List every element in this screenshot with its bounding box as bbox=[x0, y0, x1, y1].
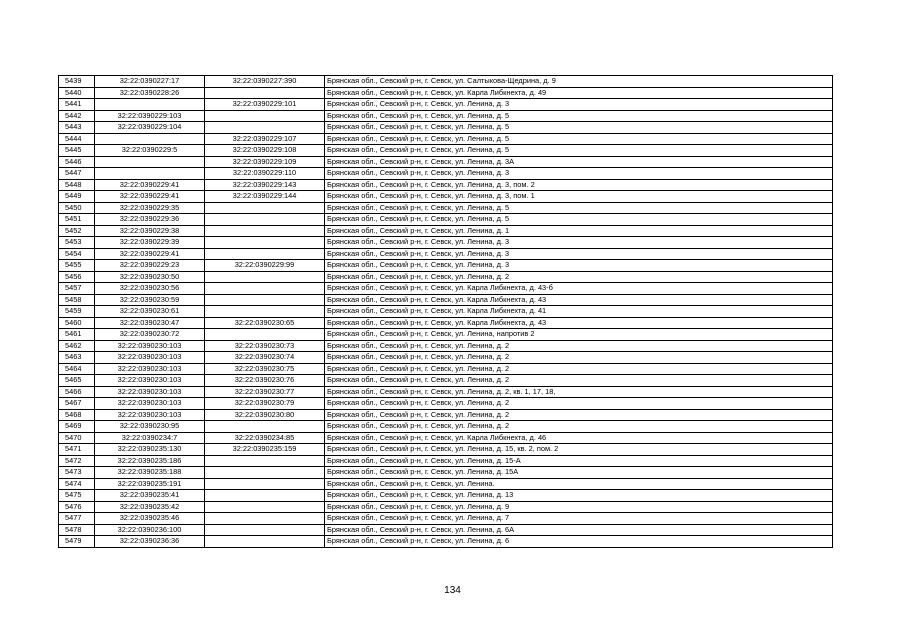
table-row bbox=[59, 444, 833, 456]
cadastral-number-2-cell bbox=[205, 87, 325, 99]
row-number-cell: 5479 bbox=[59, 536, 95, 548]
table-row bbox=[59, 432, 833, 444]
cadastral-number-2-cell bbox=[205, 490, 325, 502]
row-number-cell: 5451 bbox=[59, 214, 95, 226]
table-row bbox=[59, 248, 833, 260]
cadastral-number-2-cell: 32:22:0390229:108 bbox=[205, 145, 325, 157]
table-row bbox=[59, 191, 833, 203]
row-number-cell: 5471 bbox=[59, 444, 95, 456]
row-number-cell: 5470 bbox=[59, 432, 95, 444]
address-cell: Брянская обл., Севский р-н, г. Севск, ул. Ленина, напротив 2 bbox=[325, 329, 833, 341]
table-row bbox=[59, 478, 833, 490]
cadastral-number-cell: 32:22:0390235:46 bbox=[95, 513, 205, 525]
cadastral-number-2-cell: 32:22:0390229:99 bbox=[205, 260, 325, 272]
table-row bbox=[59, 363, 833, 375]
address-cell: Брянская обл., Севский р-н, г. Севск, ул. Ленина, д. 2 bbox=[325, 363, 833, 375]
cadastral-number-2-cell bbox=[205, 524, 325, 536]
table-row bbox=[59, 524, 833, 536]
row-number-cell: 5467 bbox=[59, 398, 95, 410]
cadastral-number-2-cell: 32:22:0390230:75 bbox=[205, 363, 325, 375]
row-number-cell: 5443 bbox=[59, 122, 95, 134]
cadastral-number-2-cell: 32:22:0390227:390 bbox=[205, 76, 325, 88]
address-cell: Брянская обл., Севский р-н, г. Севск, ул. Ленина, д. 3, пом. 2 bbox=[325, 179, 833, 191]
table-row bbox=[59, 99, 833, 111]
cadastral-number-cell: 32:22:0390227:17 bbox=[95, 76, 205, 88]
table-row bbox=[59, 317, 833, 329]
row-number-cell: 5456 bbox=[59, 271, 95, 283]
table-row bbox=[59, 179, 833, 191]
property-table bbox=[58, 75, 833, 548]
cadastral-number-cell: 32:22:0390235:130 bbox=[95, 444, 205, 456]
address-cell: Брянская обл., Севский р-н, г. Севск, ул. Ленина, д. 5 bbox=[325, 122, 833, 134]
table-row bbox=[59, 260, 833, 272]
cadastral-number-cell: 32:22:0390230:50 bbox=[95, 271, 205, 283]
address-cell: Брянская обл., Севский р-н, г. Севск, ул. Ленина, д. 13 bbox=[325, 490, 833, 502]
table-row bbox=[59, 386, 833, 398]
row-number-cell: 5441 bbox=[59, 99, 95, 111]
cadastral-number-cell: 32:22:0390230:103 bbox=[95, 363, 205, 375]
address-cell: Брянская обл., Севский р-н, г. Севск, ул. Ленина, д. 6А bbox=[325, 524, 833, 536]
table-row bbox=[59, 122, 833, 134]
address-cell: Брянская обл., Севский р-н, г. Севск, ул. Ленина, д. 5 bbox=[325, 214, 833, 226]
cadastral-number-cell bbox=[95, 99, 205, 111]
address-cell: Брянская обл., Севский р-н, г. Севск, ул. Ленина, д. 5 bbox=[325, 145, 833, 157]
cadastral-number-cell: 32:22:0390230:103 bbox=[95, 409, 205, 421]
address-cell: Брянская обл., Севский р-н, г. Севск, ул. Ленина, д. 5 bbox=[325, 202, 833, 214]
address-cell: Брянская обл., Севский р-н, г. Севск, ул. Ленина, д. 2 bbox=[325, 421, 833, 433]
row-number-cell: 5452 bbox=[59, 225, 95, 237]
table-row bbox=[59, 168, 833, 180]
cadastral-number-2-cell: 32:22:0390230:79 bbox=[205, 398, 325, 410]
address-cell: Брянская обл., Севский р-н, г. Севск, ул. Ленина, д. 5 bbox=[325, 110, 833, 122]
cadastral-number-2-cell: 32:22:0390230:74 bbox=[205, 352, 325, 364]
cadastral-number-cell: 32:22:0390229:35 bbox=[95, 202, 205, 214]
row-number-cell: 5448 bbox=[59, 179, 95, 191]
cadastral-number-2-cell bbox=[205, 455, 325, 467]
cadastral-number-cell: 32:22:0390229:104 bbox=[95, 122, 205, 134]
row-number-cell: 5465 bbox=[59, 375, 95, 387]
table-body bbox=[59, 76, 833, 548]
cadastral-number-cell: 32:22:0390230:103 bbox=[95, 398, 205, 410]
cadastral-number-cell: 32:22:0390228:26 bbox=[95, 87, 205, 99]
cadastral-number-cell: 32:22:0390229:103 bbox=[95, 110, 205, 122]
row-number-cell: 5453 bbox=[59, 237, 95, 249]
cadastral-number-2-cell bbox=[205, 214, 325, 226]
table-row bbox=[59, 490, 833, 502]
address-cell: Брянская обл., Севский р-н, г. Севск, ул. Ленина, д. 2 bbox=[325, 340, 833, 352]
address-cell: Брянская обл., Севский р-н, г. Севск, ул. Ленина, д. 5 bbox=[325, 133, 833, 145]
cadastral-number-cell: 32:22:0390230:61 bbox=[95, 306, 205, 318]
cadastral-number-2-cell bbox=[205, 536, 325, 548]
row-number-cell: 5457 bbox=[59, 283, 95, 295]
address-cell: Брянская обл., Севский р-н, г. Севск, ул. Ленина, д. 2 bbox=[325, 398, 833, 410]
cadastral-number-cell bbox=[95, 133, 205, 145]
table-row bbox=[59, 294, 833, 306]
address-cell: Брянская обл., Севский р-н, г. Севск, ул. Ленина, д. 3 bbox=[325, 237, 833, 249]
cadastral-number-cell: 32:22:0390236:100 bbox=[95, 524, 205, 536]
cadastral-number-2-cell: 32:22:0390230:77 bbox=[205, 386, 325, 398]
row-number-cell: 5464 bbox=[59, 363, 95, 375]
address-cell: Брянская обл., Севский р-н, г. Севск, ул. Карла Либкнехта, д. 46 bbox=[325, 432, 833, 444]
cadastral-number-cell bbox=[95, 168, 205, 180]
cadastral-number-2-cell: 32:22:0390229:101 bbox=[205, 99, 325, 111]
cadastral-number-2-cell bbox=[205, 501, 325, 513]
address-cell: Брянская обл., Севский р-н, г. Севск, ул. Ленина, д. 2 bbox=[325, 375, 833, 387]
row-number-cell: 5450 bbox=[59, 202, 95, 214]
cadastral-number-2-cell bbox=[205, 283, 325, 295]
cadastral-number-cell: 32:22:0390229:41 bbox=[95, 179, 205, 191]
address-cell: Брянская обл., Севский р-н, г. Севск, ул. Ленина, д. 15А bbox=[325, 467, 833, 479]
cadastral-number-cell: 32:22:0390235:186 bbox=[95, 455, 205, 467]
cadastral-number-2-cell bbox=[205, 202, 325, 214]
table-row bbox=[59, 133, 833, 145]
row-number-cell: 5458 bbox=[59, 294, 95, 306]
address-cell: Брянская обл., Севский р-н, г. Севск, ул. Ленина, д. 3 bbox=[325, 99, 833, 111]
cadastral-number-2-cell: 32:22:0390229:110 bbox=[205, 168, 325, 180]
cadastral-number-cell: 32:22:0390235:188 bbox=[95, 467, 205, 479]
address-cell: Брянская обл., Севский р-н, г. Севск, ул. Ленина, д. 6 bbox=[325, 536, 833, 548]
address-cell: Брянская обл., Севский р-н, г. Севск, ул. Ленина. bbox=[325, 478, 833, 490]
row-number-cell: 5466 bbox=[59, 386, 95, 398]
cadastral-number-2-cell bbox=[205, 110, 325, 122]
cadastral-number-cell: 32:22:0390229:36 bbox=[95, 214, 205, 226]
cadastral-number-cell: 32:22:0390229:41 bbox=[95, 248, 205, 260]
table-row bbox=[59, 76, 833, 88]
cadastral-number-2-cell: 32:22:0390229:143 bbox=[205, 179, 325, 191]
cadastral-number-2-cell: 32:22:0390230:80 bbox=[205, 409, 325, 421]
table-row bbox=[59, 513, 833, 525]
cadastral-number-2-cell bbox=[205, 306, 325, 318]
row-number-cell: 5444 bbox=[59, 133, 95, 145]
cadastral-number-cell: 32:22:0390230:59 bbox=[95, 294, 205, 306]
cadastral-number-cell: 32:22:0390230:103 bbox=[95, 386, 205, 398]
cadastral-number-2-cell: 32:22:0390229:107 bbox=[205, 133, 325, 145]
address-cell: Брянская обл., Севский р-н, г. Севск, ул. Ленина, д. 2 bbox=[325, 409, 833, 421]
table-row bbox=[59, 467, 833, 479]
cadastral-number-2-cell: 32:22:0390229:109 bbox=[205, 156, 325, 168]
cadastral-number-cell: 32:22:0390234:7 bbox=[95, 432, 205, 444]
address-cell: Брянская обл., Севский р-н, г. Севск, ул. Карла Либкнехта, д. 43-б bbox=[325, 283, 833, 295]
row-number-cell: 5476 bbox=[59, 501, 95, 513]
cadastral-number-cell: 32:22:0390229:23 bbox=[95, 260, 205, 272]
cadastral-number-2-cell: 32:22:0390234:85 bbox=[205, 432, 325, 444]
table-row bbox=[59, 87, 833, 99]
cadastral-number-2-cell bbox=[205, 513, 325, 525]
table-row bbox=[59, 455, 833, 467]
cadastral-number-2-cell: 32:22:0390230:73 bbox=[205, 340, 325, 352]
address-cell: Брянская обл., Севский р-н, г. Севск, ул. Карла Либкнехта, д. 41 bbox=[325, 306, 833, 318]
row-number-cell: 5478 bbox=[59, 524, 95, 536]
row-number-cell: 5462 bbox=[59, 340, 95, 352]
row-number-cell: 5468 bbox=[59, 409, 95, 421]
table-row bbox=[59, 536, 833, 548]
row-number-cell: 5459 bbox=[59, 306, 95, 318]
row-number-cell: 5474 bbox=[59, 478, 95, 490]
cadastral-number-cell: 32:22:0390235:41 bbox=[95, 490, 205, 502]
cadastral-number-2-cell: 32:22:0390229:144 bbox=[205, 191, 325, 203]
cadastral-number-cell: 32:22:0390230:47 bbox=[95, 317, 205, 329]
row-number-cell: 5473 bbox=[59, 467, 95, 479]
cadastral-number-2-cell bbox=[205, 237, 325, 249]
row-number-cell: 5442 bbox=[59, 110, 95, 122]
address-cell: Брянская обл., Севский р-н, г. Севск, ул. Карла Либкнехта, д. 43 bbox=[325, 294, 833, 306]
row-number-cell: 5477 bbox=[59, 513, 95, 525]
row-number-cell: 5454 bbox=[59, 248, 95, 260]
cadastral-number-2-cell bbox=[205, 329, 325, 341]
cadastral-number-cell: 32:22:0390235:42 bbox=[95, 501, 205, 513]
address-cell: Брянская обл., Севский р-н, г. Севск, ул. Ленина, д. 15-А bbox=[325, 455, 833, 467]
address-cell: Брянская обл., Севский р-н, г. Севск, ул. Карла Либкнехта, д. 49 bbox=[325, 87, 833, 99]
address-cell: Брянская обл., Севский р-н, г. Севск, ул. Ленина, д. 7 bbox=[325, 513, 833, 525]
cadastral-number-2-cell: 32:22:0390230:76 bbox=[205, 375, 325, 387]
address-cell: Брянская обл., Севский р-н, г. Севск, ул. Карла Либкнехта, д. 43 bbox=[325, 317, 833, 329]
row-number-cell: 5449 bbox=[59, 191, 95, 203]
address-cell: Брянская обл., Севский р-н, г. Севск, ул. Ленина, д. 3 bbox=[325, 168, 833, 180]
cadastral-number-cell: 32:22:0390230:103 bbox=[95, 375, 205, 387]
table-row bbox=[59, 156, 833, 168]
address-cell: Брянская обл., Севский р-н, г. Севск, ул. Салтыкова-Щедрина, д. 9 bbox=[325, 76, 833, 88]
cadastral-number-2-cell bbox=[205, 225, 325, 237]
row-number-cell: 5445 bbox=[59, 145, 95, 157]
cadastral-number-2-cell: 32:22:0390230:65 bbox=[205, 317, 325, 329]
cadastral-number-cell: 32:22:0390229:41 bbox=[95, 191, 205, 203]
cadastral-number-cell: 32:22:0390235:191 bbox=[95, 478, 205, 490]
table-row bbox=[59, 283, 833, 295]
cadastral-number-cell: 32:22:0390230:72 bbox=[95, 329, 205, 341]
table-row bbox=[59, 110, 833, 122]
table-row bbox=[59, 352, 833, 364]
address-cell: Брянская обл., Севский р-н, г. Севск, ул. Ленина, д. 1 bbox=[325, 225, 833, 237]
table-row bbox=[59, 237, 833, 249]
row-number-cell: 5469 bbox=[59, 421, 95, 433]
row-number-cell: 5446 bbox=[59, 156, 95, 168]
row-number-cell: 5455 bbox=[59, 260, 95, 272]
table-row bbox=[59, 398, 833, 410]
address-cell: Брянская обл., Севский р-н, г. Севск, ул. Ленина, д. 3, пом. 1 bbox=[325, 191, 833, 203]
address-cell: Брянская обл., Севский р-н, г. Севск, ул. Ленина, д. 2 bbox=[325, 271, 833, 283]
cadastral-number-2-cell bbox=[205, 248, 325, 260]
cadastral-number-2-cell bbox=[205, 271, 325, 283]
table-row bbox=[59, 329, 833, 341]
cadastral-number-cell: 32:22:0390230:103 bbox=[95, 352, 205, 364]
cadastral-number-cell: 32:22:0390236:36 bbox=[95, 536, 205, 548]
table-row bbox=[59, 501, 833, 513]
address-cell: Брянская обл., Севский р-н, г. Севск, ул. Ленина, д. 3 bbox=[325, 260, 833, 272]
cadastral-number-2-cell bbox=[205, 478, 325, 490]
table-row bbox=[59, 340, 833, 352]
row-number-cell: 5475 bbox=[59, 490, 95, 502]
row-number-cell: 5460 bbox=[59, 317, 95, 329]
address-cell: Брянская обл., Севский р-н, г. Севск, ул. Ленина, д. 2, кв. 1, 17, 18, bbox=[325, 386, 833, 398]
cadastral-number-2-cell bbox=[205, 122, 325, 134]
page-number: 134 bbox=[444, 585, 461, 596]
cadastral-number-cell bbox=[95, 156, 205, 168]
table-row bbox=[59, 375, 833, 387]
cadastral-number-cell: 32:22:0390230:103 bbox=[95, 340, 205, 352]
row-number-cell: 5447 bbox=[59, 168, 95, 180]
cadastral-number-cell: 32:22:0390229:38 bbox=[95, 225, 205, 237]
address-cell: Брянская обл., Севский р-н, г. Севск, ул. Ленина, д. 3А bbox=[325, 156, 833, 168]
cadastral-number-cell: 32:22:0390229:5 bbox=[95, 145, 205, 157]
table-row bbox=[59, 306, 833, 318]
row-number-cell: 5440 bbox=[59, 87, 95, 99]
row-number-cell: 5472 bbox=[59, 455, 95, 467]
table-row bbox=[59, 214, 833, 226]
cadastral-number-cell: 32:22:0390229:39 bbox=[95, 237, 205, 249]
table-row bbox=[59, 409, 833, 421]
address-cell: Брянская обл., Севский р-н, г. Севск, ул. Ленина, д. 9 bbox=[325, 501, 833, 513]
cadastral-number-2-cell: 32:22:0390235:159 bbox=[205, 444, 325, 456]
row-number-cell: 5439 bbox=[59, 76, 95, 88]
cadastral-number-cell: 32:22:0390230:95 bbox=[95, 421, 205, 433]
table-row bbox=[59, 421, 833, 433]
cadastral-number-2-cell bbox=[205, 421, 325, 433]
address-cell: Брянская обл., Севский р-н, г. Севск, ул. Ленина, д. 15, кв. 2, пом. 2 bbox=[325, 444, 833, 456]
table-row bbox=[59, 271, 833, 283]
cadastral-number-2-cell bbox=[205, 294, 325, 306]
row-number-cell: 5463 bbox=[59, 352, 95, 364]
cadastral-number-2-cell bbox=[205, 467, 325, 479]
address-cell: Брянская обл., Севский р-н, г. Севск, ул. Ленина, д. 3 bbox=[325, 248, 833, 260]
table-row bbox=[59, 145, 833, 157]
table-row bbox=[59, 225, 833, 237]
address-cell: Брянская обл., Севский р-н, г. Севск, ул. Ленина, д. 2 bbox=[325, 352, 833, 364]
row-number-cell: 5461 bbox=[59, 329, 95, 341]
cadastral-number-cell: 32:22:0390230:56 bbox=[95, 283, 205, 295]
table-row bbox=[59, 202, 833, 214]
